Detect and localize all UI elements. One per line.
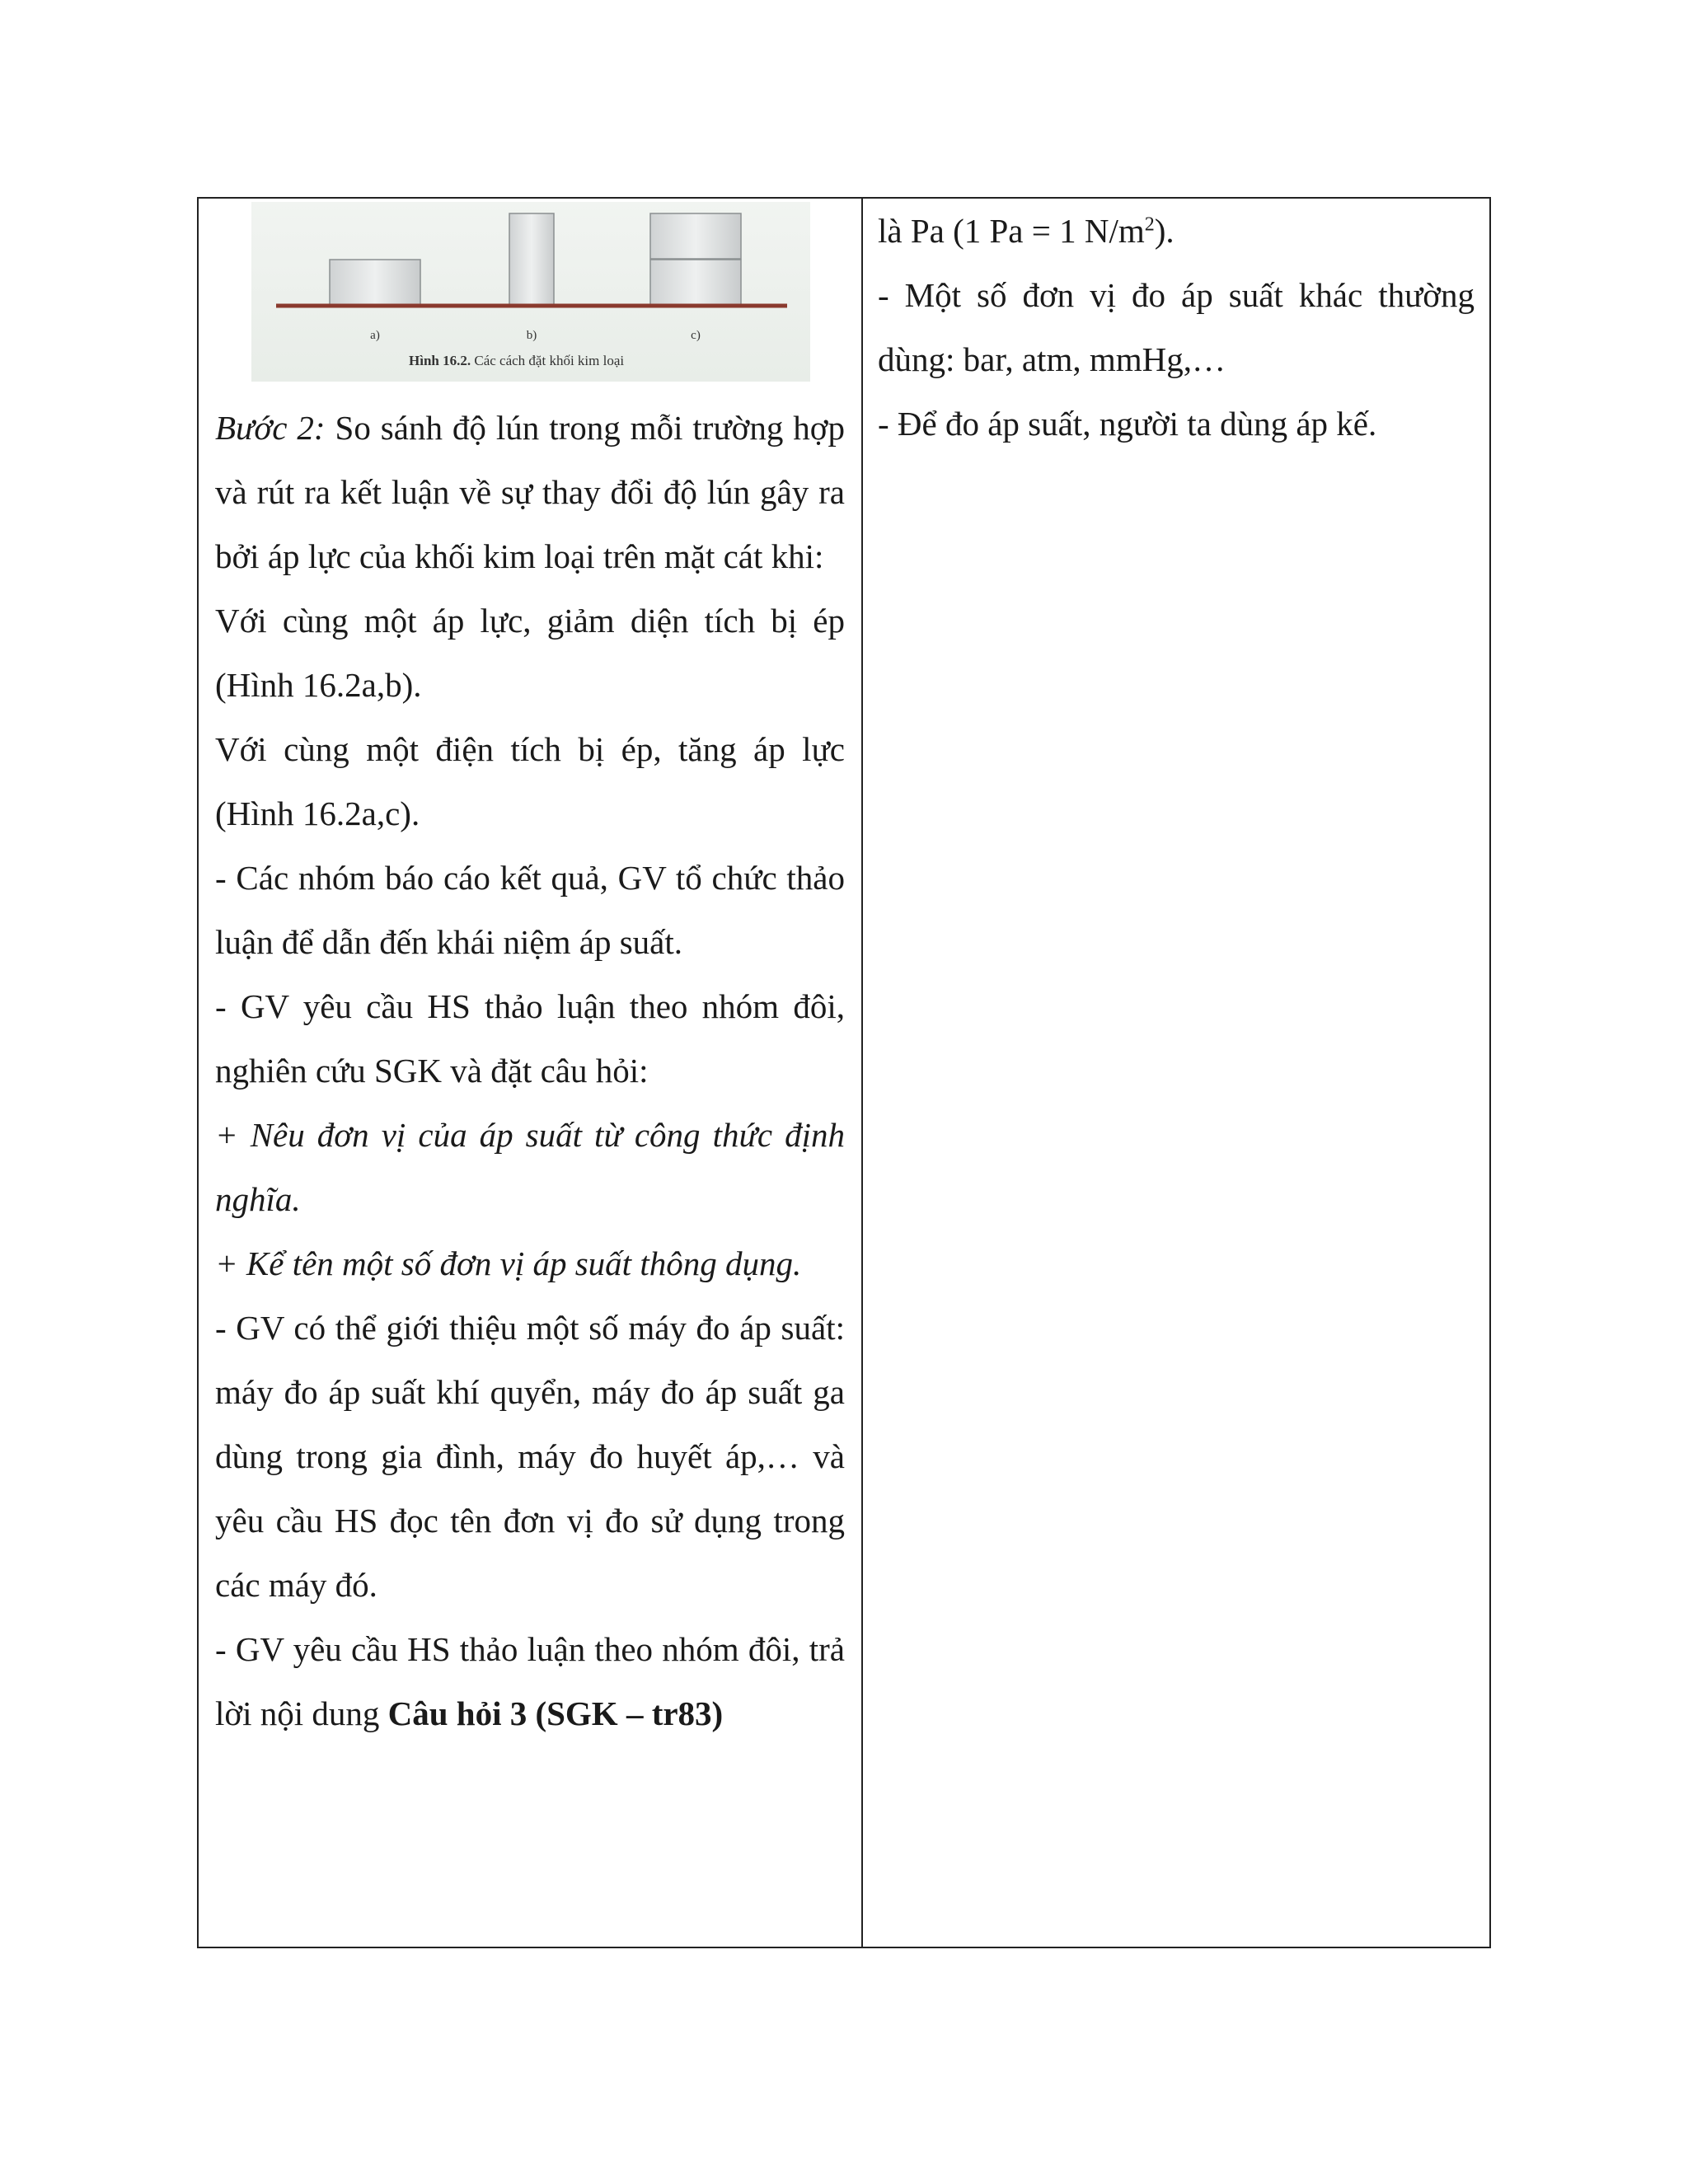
report-paragraph: - Các nhóm báo cáo kết quả, GV tổ chức thảo luận để dẫn đến khái niệm áp suất. xyxy=(215,859,845,961)
last-paragraph xyxy=(215,1617,845,1746)
question-2: + Kể tên một số đơn vị áp suất thông dụng. xyxy=(215,1244,802,1282)
right-text xyxy=(878,199,1475,456)
left-text xyxy=(215,396,845,1746)
block-c-top xyxy=(650,213,741,259)
unit-definition: là Pa (1 Pa = 1 $N/m^2$). xyxy=(878,212,1175,250)
label-c: c) xyxy=(691,329,701,342)
table-cell-left xyxy=(199,199,863,1947)
pressure-gauge: - Để đo áp suất, người ta dùng áp kế. xyxy=(878,405,1377,443)
block-a xyxy=(330,260,420,305)
discuss-paragraph: - GV yêu cầu HS thảo luận theo nhóm đôi, nghiên cứu SGK và đặt câu hỏi: xyxy=(215,987,845,1090)
other-units: - Một số đơn vị đo áp suất khác thường dùng: bar, atm, mmHg,… xyxy=(878,276,1475,378)
figure-caption: Hình 16.2. Các cách đặt khối kim loại xyxy=(409,353,625,368)
step-2-paragraph xyxy=(215,396,845,588)
figure-16-2 xyxy=(251,202,810,382)
label-a: a) xyxy=(370,329,380,342)
content-table xyxy=(197,197,1491,1948)
step-label: Bước 2: xyxy=(215,409,326,447)
last-text: - GV yêu cầu HS thảo luận theo nhóm đôi, trả lời nội dung xyxy=(215,1630,845,1732)
table-cell-right xyxy=(863,199,1489,1947)
case-1: Với cùng một áp lực, giảm diện tích bị ép (Hình 16.2a,b). xyxy=(215,602,845,704)
label-b: b) xyxy=(526,329,537,342)
case-2: Với cùng một điện tích bị ép, tăng áp lực (Hình 16.2a,c). xyxy=(215,730,845,832)
question-1: + Nêu đơn vị của áp suất từ công thức định nghĩa. xyxy=(215,1116,845,1218)
intro-paragraph: - GV có thể giới thiệu một số máy đo áp suất: máy đo áp suất khí quyển, máy đo áp suất ga dùng trong gia đình, máy đo huyết áp,… và yêu cầu HS đọc tên đơn vị đo sử dụng trong các máy đó. xyxy=(215,1309,845,1604)
metal-blocks-illustration xyxy=(251,202,810,382)
question-3-ref: Câu hỏi 3 (SGK – tr83) xyxy=(387,1694,724,1732)
block-c-bottom xyxy=(650,260,741,305)
step-text: So sánh độ lún trong mỗi trường hợp và rút ra kết luận về sự thay đổi độ lún gây ra bởi áp lực của khối kim loại trên mặt cát khi: xyxy=(215,409,845,575)
block-b xyxy=(509,213,554,305)
